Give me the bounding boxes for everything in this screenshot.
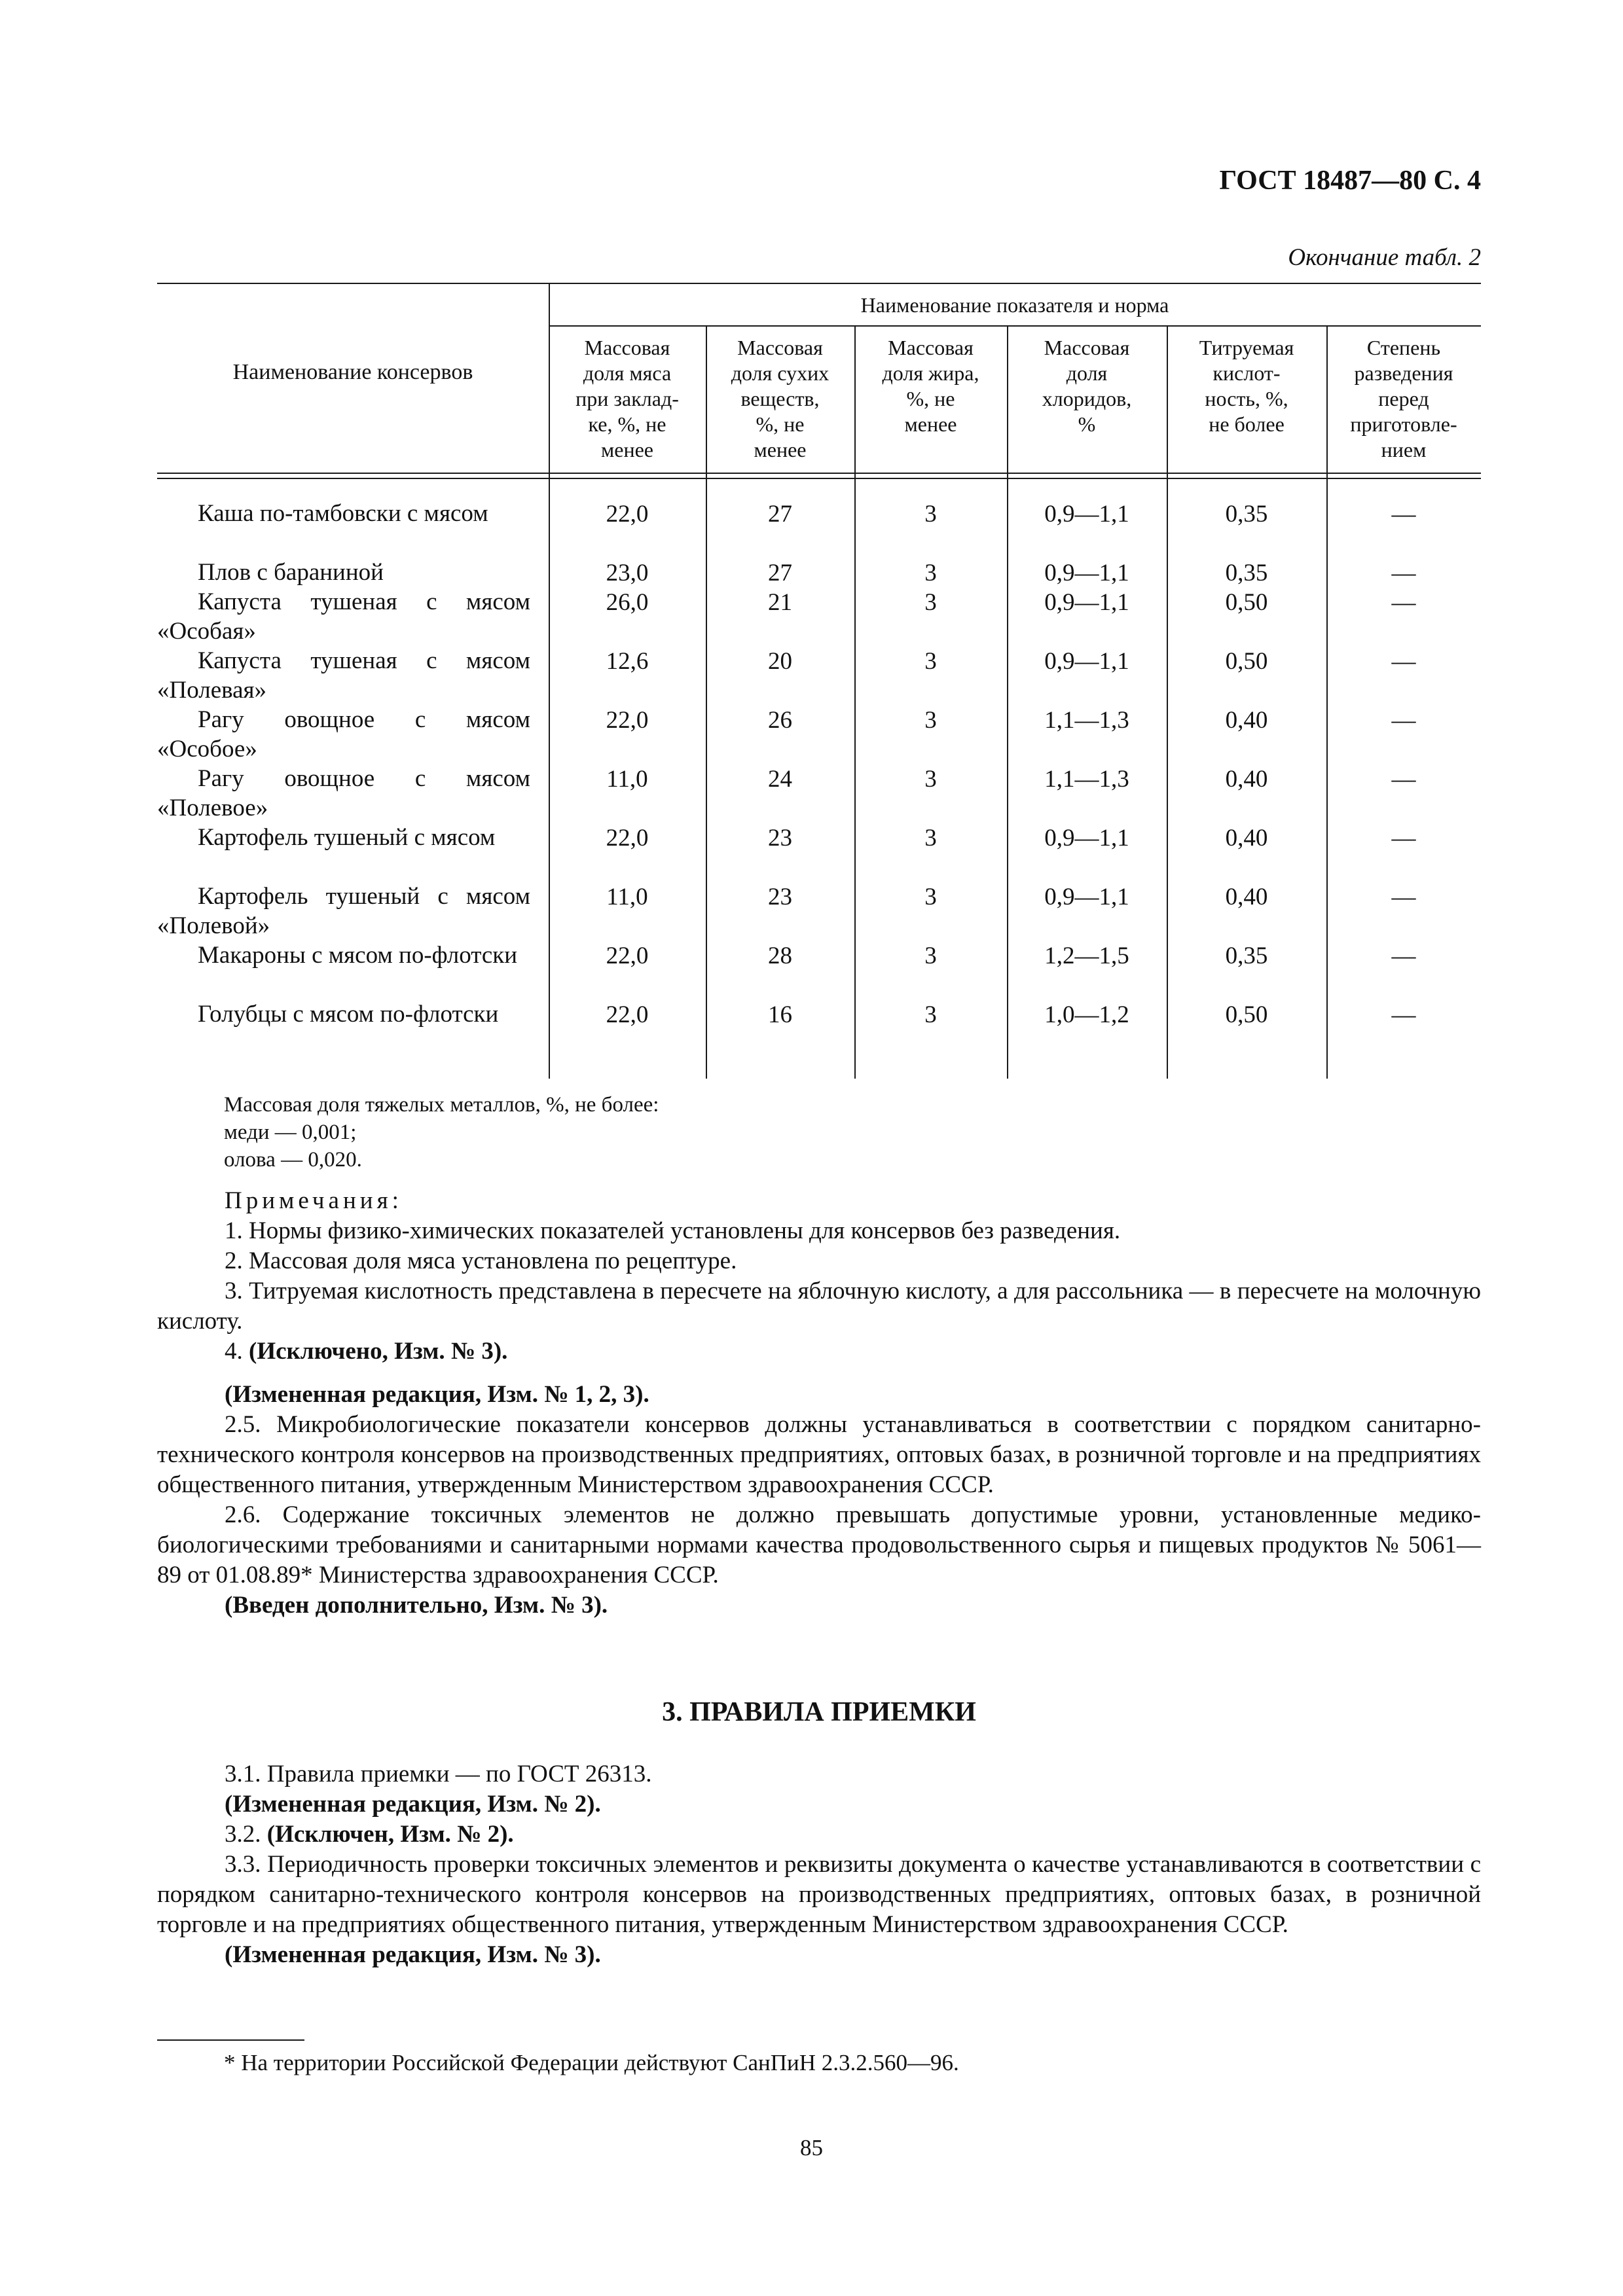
table-cell: 3 (924, 560, 937, 586)
table-cell: 3 (924, 1001, 937, 1028)
table-cell: 1,1—1,3 (1044, 707, 1129, 734)
introduced-note: (Введен дополнительно, Изм. № 3). (225, 1592, 608, 1619)
notes-title: Примечания: (225, 1187, 403, 1214)
table-cell: — (1391, 825, 1416, 852)
table-cell: — (1391, 1001, 1416, 1028)
table-cell: 23 (768, 884, 792, 910)
paragraph-3-2-text: (Исключен, Изм. № 2). (266, 1821, 514, 1848)
table-cell: 0,9—1,1 (1044, 560, 1129, 586)
table-cell: — (1391, 648, 1416, 675)
table-row-name: Картофель тушеный с мясом (198, 824, 496, 851)
indicators-table (157, 283, 1481, 1079)
table-top-rule (157, 283, 1481, 284)
table-cell: 28 (768, 942, 792, 969)
table-row-name: Плов с бараниной (198, 559, 384, 586)
table-row-name: Макароны с мясом по-флотски (198, 942, 518, 969)
table-cell: 27 (768, 501, 792, 528)
table-cell: 0,40 (1225, 884, 1268, 910)
table-cell: 22,0 (606, 501, 649, 528)
footnote: * На территории Российской Федерации действуют СанПиН 2.3.2.560—96. (224, 2050, 959, 2075)
note-1: 1. Нормы физико-химических показателей установлены для консервов без разведения. (225, 1217, 1121, 1244)
table-group-rule (549, 325, 1481, 327)
page-number: 85 (800, 2135, 823, 2161)
table-cell: — (1391, 942, 1416, 969)
table-cell: 0,9—1,1 (1044, 501, 1129, 528)
table-row-name: Капуста тушеная с мясом «Полевая» (157, 647, 530, 704)
table-row-name: Капуста тушеная с мясом «Особая» (157, 588, 530, 645)
section-3-body (157, 1759, 1481, 1970)
table-header-rule-double (157, 478, 1481, 479)
note-2: 2. Массовая доля мяса установлена по рецептуре. (225, 1247, 737, 1274)
table-cell: 0,50 (1225, 1001, 1268, 1028)
section-3-title: 3. ПРАВИЛА ПРИЕМКИ (662, 1697, 976, 1727)
table-header-rule (157, 473, 1481, 474)
paragraph-3-2 (157, 1820, 1481, 1850)
table-cell: 22,0 (606, 707, 649, 734)
table-cell: 0,9—1,1 (1044, 648, 1129, 675)
table-cell: — (1391, 501, 1416, 528)
table-cell: 23 (768, 825, 792, 852)
table-cell: 3 (924, 589, 937, 616)
table-row-name: Голубцы с мясом по-флотски (198, 1001, 499, 1028)
table-cell: 0,9—1,1 (1044, 884, 1129, 910)
table-cell: 0,9—1,1 (1044, 825, 1129, 852)
paragraph-2-5: 2.5. Микробиологические показатели консервов должны устанавливаться в соответствии с порядком санитарно-технического контроля консервов на производственных предприятиях, оптовых базах, в розничной торговле и на предприятиях общественного питания, утвержденным Министерством здравоохранения СССР. (157, 1411, 1481, 1498)
table-cell: 0,40 (1225, 766, 1268, 793)
table-cell: 16 (768, 1001, 792, 1028)
paragraph-2-6: 2.6. Содержание токсичных элементов не должно превышать допустимые уровни, установленные медико-биологическими требованиями и санитарными нормами качества продовольственного сырья и пищевых продуктов № 5061—89 от 01.08.89* Министерства здравоохранения СССР. (157, 1501, 1481, 1588)
table-cell: 24 (768, 766, 792, 793)
amendment-1-2-3: (Измененная редакция, Изм. № 1, 2, 3). (225, 1381, 649, 1408)
table-column-header: Массовая доля мяса при заклад- ке, %, не менее (575, 336, 679, 461)
table-column-header: Массовая доля сухих веществ, %, не менее (731, 336, 830, 461)
table-cell: 11,0 (606, 884, 648, 910)
table-cell: 1,2—1,5 (1044, 942, 1129, 969)
amendment-2: (Измененная редакция, Изм. № 2). (225, 1791, 601, 1818)
note-4-text: (Исключено, Изм. № 3). (249, 1338, 508, 1365)
section-2-continuation (157, 1380, 1481, 1621)
table-cell: 22,0 (606, 1001, 649, 1028)
table-cell: 0,9—1,1 (1044, 589, 1129, 616)
metals-tin: олова — 0,020. (224, 1148, 362, 1172)
table-cell: 3 (924, 942, 937, 969)
table-cell: 26 (768, 707, 792, 734)
table-cell: 3 (924, 825, 937, 852)
table-cell: — (1391, 560, 1416, 586)
table-cell: 26,0 (606, 589, 649, 616)
amendment-3: (Измененная редакция, Изм. № 3). (225, 1941, 601, 1968)
table-cell: 3 (924, 707, 937, 734)
table-cell: 0,35 (1225, 942, 1268, 969)
table-cell: — (1391, 589, 1416, 616)
table-cell: 22,0 (606, 825, 649, 852)
table-cell: 0,50 (1225, 589, 1268, 616)
table-cell: 0,35 (1225, 501, 1268, 528)
paragraph-3-2-number: 3.2. (225, 1821, 261, 1848)
table-cell: 1,1—1,3 (1044, 766, 1129, 793)
table-cell: 0,40 (1225, 707, 1268, 734)
table-column-header: Массовая доля хлоридов, % (1042, 336, 1132, 436)
table-cell: 3 (924, 884, 937, 910)
table-cell: — (1391, 884, 1416, 910)
footnote-separator (157, 2039, 304, 2041)
table-cell: 21 (768, 589, 792, 616)
metals-copper: меди — 0,001; (224, 1121, 357, 1144)
table-name-header: Наименование консервов (232, 360, 473, 384)
table-cell: — (1391, 766, 1416, 793)
table-cell: 0,35 (1225, 560, 1268, 586)
table-continuation-note: Окончание табл. 2 (1288, 244, 1481, 271)
table-cell: 11,0 (606, 766, 648, 793)
table-cell: 20 (768, 648, 792, 675)
table-cell: 0,40 (1225, 825, 1268, 852)
table-row-name: Каша по-тамбовски с мясом (198, 500, 488, 527)
paragraph-3-1: 3.1. Правила приемки — по ГОСТ 26313. (225, 1761, 652, 1787)
paragraph-3-3: 3.3. Периодичность проверки токсичных элементов и реквизиты документа о качестве устанавливаются в соответствии с порядком санитарно-технического контроля консервов на производственных предприятиях, оптовых базах, в розничной торговле и на предприятиях общественного питания, утвержденным Министерством здравоохранения СССР. (157, 1851, 1481, 1938)
table-cell: 27 (768, 560, 792, 586)
table-row-name: Рагу овощное с мясом «Особое» (157, 706, 530, 762)
table-cell: 1,0—1,2 (1044, 1001, 1129, 1028)
document-header: ГОСТ 18487—80 С. 4 (1219, 166, 1481, 196)
table-row-name: Картофель тушеный с мясом «Полевой» (157, 883, 530, 939)
table-column-header: Массовая доля жира, %, не менее (882, 336, 979, 436)
table-cell: 23,0 (606, 560, 649, 586)
note-4 (157, 1336, 1481, 1367)
table-column-header: Титруемая кислот- ность, %, не более (1199, 336, 1294, 436)
table-cell: — (1391, 707, 1416, 734)
notes-block (157, 1186, 1481, 1367)
table-cell: 3 (924, 501, 937, 528)
table-group-header: Наименование показателя и норма (860, 293, 1169, 317)
table-row-name: Рагу овощное с мясом «Полевое» (157, 765, 530, 821)
table-cell: 3 (924, 648, 937, 675)
table-column-header: Степень разведения перед приготовле- нием (1350, 336, 1457, 461)
note-4-number: 4. (225, 1338, 243, 1365)
table-cell: 3 (924, 766, 937, 793)
metals-title: Массовая доля тяжелых металлов, %, не более: (224, 1093, 659, 1117)
table-cell: 0,50 (1225, 648, 1268, 675)
note-3: 3. Титруемая кислотность представлена в пересчете на яблочную кислоту, а для рассольника — в пересчете на молочную кислоту. (157, 1278, 1481, 1335)
table-cell: 12,6 (606, 648, 649, 675)
table-cell: 22,0 (606, 942, 649, 969)
